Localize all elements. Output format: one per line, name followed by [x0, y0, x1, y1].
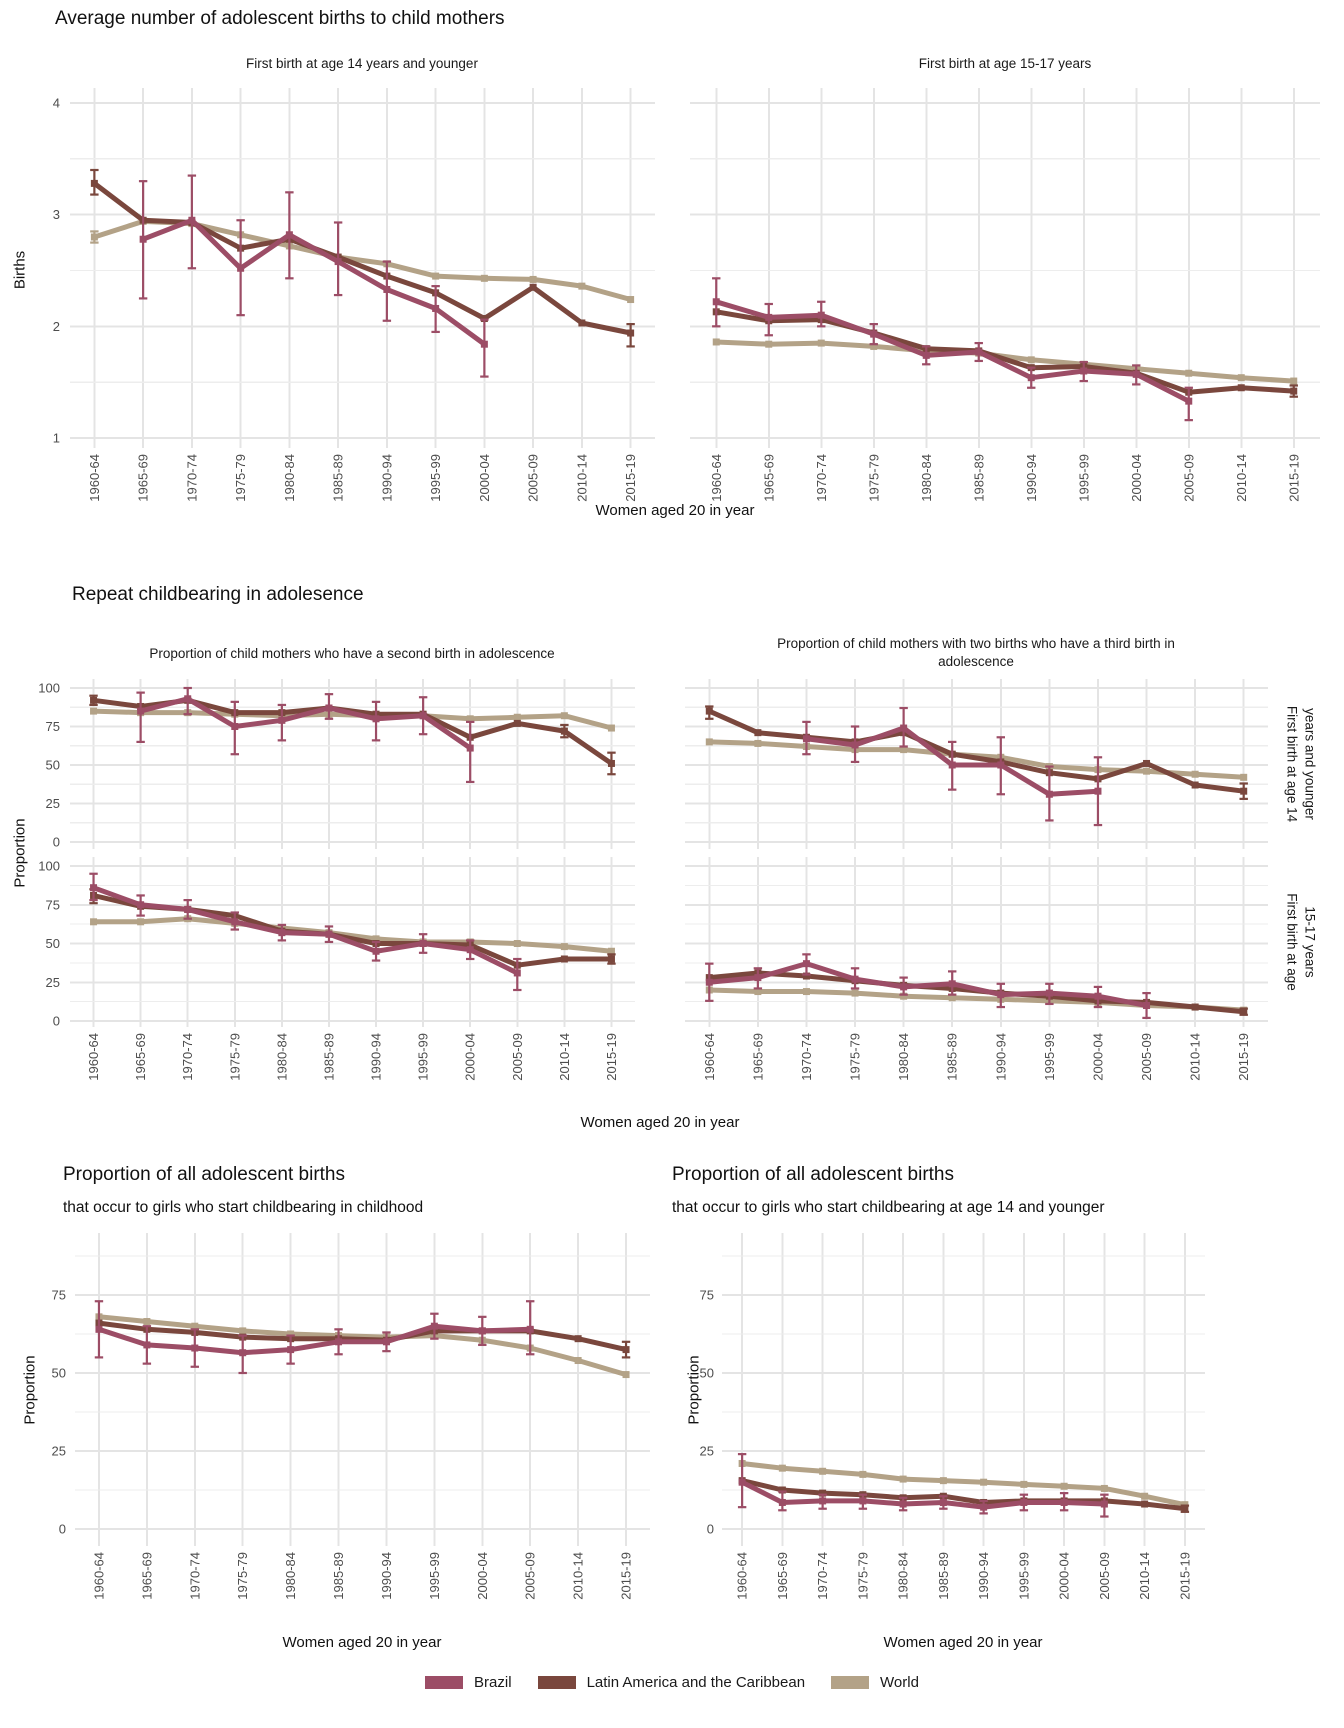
- x-tick-label: 1995-99: [1076, 454, 1092, 502]
- data-point: [1238, 384, 1245, 391]
- data-point: [940, 1499, 947, 1506]
- data-point: [90, 697, 97, 704]
- data-point: [1101, 1485, 1108, 1492]
- legend-label-world: World: [880, 1674, 919, 1691]
- data-point: [1181, 1505, 1188, 1512]
- data-point: [137, 708, 144, 715]
- data-point: [467, 946, 474, 953]
- x-tick-label: 1970-74: [813, 454, 829, 502]
- x-tick-label: 1970-74: [180, 1033, 196, 1081]
- x-tick-label: 2010-14: [1233, 454, 1249, 502]
- data-point: [852, 990, 859, 997]
- x-tick-label: 1985-89: [321, 1033, 337, 1081]
- data-point: [373, 715, 380, 722]
- y-tick-label: 4: [52, 95, 60, 111]
- data-point: [779, 1499, 786, 1506]
- x-tick-label: 1980-84: [283, 1552, 299, 1600]
- data-point: [481, 275, 488, 282]
- y-tick-label: 2: [52, 318, 60, 334]
- x-tick-label: 1965-69: [139, 1552, 155, 1600]
- brazil-swatch-icon: [425, 1676, 463, 1689]
- x-tick-label: 1995-99: [415, 1033, 431, 1081]
- chart-births-first-15-17: [690, 88, 1320, 502]
- facet-strip-line: First birth at age 14: [1284, 705, 1300, 823]
- data-point: [1094, 788, 1101, 795]
- x-tick-label: 1960-64: [86, 454, 102, 502]
- x-tick-label: 1980-84: [281, 454, 297, 502]
- facet-strip-line: First birth at age: [1284, 893, 1300, 991]
- data-point: [1133, 371, 1140, 378]
- x-tick-label: 2015-19: [623, 454, 639, 502]
- x-tick-label: 1985-89: [944, 1033, 960, 1081]
- data-point: [1240, 774, 1247, 781]
- data-point: [1101, 1501, 1108, 1508]
- data-point: [949, 980, 956, 987]
- y-tick-label: 50: [45, 757, 60, 773]
- x-tick-label: 2015-19: [1177, 1552, 1193, 1600]
- y-axis-title-proportion-mid: Proportion: [11, 818, 29, 888]
- chart-second-birth-first-15-17: [38, 857, 635, 1081]
- x-tick-label: 2005-09: [522, 1552, 538, 1600]
- bottom-left-title: Proportion of all adolescent births: [63, 1164, 345, 1185]
- data-point: [335, 1338, 342, 1345]
- y-tick-label: 50: [45, 936, 60, 951]
- x-tick-label: 1995-99: [428, 454, 444, 502]
- data-point: [765, 341, 772, 348]
- x-tick-label: 1990-94: [368, 1033, 384, 1081]
- x-tick-label: 1980-84: [895, 1552, 911, 1600]
- x-tick-label: 2000-04: [1128, 454, 1144, 502]
- y-tick-label: 100: [38, 858, 60, 874]
- data-point: [432, 273, 439, 280]
- x-tick-label: 1980-84: [274, 1033, 290, 1081]
- x-tick-label: 1965-69: [774, 1552, 790, 1600]
- x-axis-title-bl: Women aged 20 in year: [282, 1634, 442, 1651]
- x-tick-label: 1985-89: [331, 1552, 347, 1600]
- data-point: [286, 231, 293, 238]
- series-line-brazil: [141, 699, 471, 748]
- data-point: [188, 217, 195, 224]
- x-tick-label: 2010-14: [570, 1552, 586, 1600]
- error-bar: [466, 722, 474, 782]
- data-point: [859, 1497, 866, 1504]
- data-point: [1141, 1501, 1148, 1508]
- data-point: [420, 712, 427, 719]
- data-point: [561, 728, 568, 735]
- x-tick-label: 2010-14: [1137, 1552, 1153, 1600]
- data-point: [803, 988, 810, 995]
- data-point: [623, 1346, 630, 1353]
- data-point: [1192, 782, 1199, 789]
- data-point: [1185, 398, 1192, 405]
- data-point: [140, 236, 147, 243]
- data-point: [859, 1471, 866, 1478]
- x-tick-label: 1990-94: [379, 454, 395, 502]
- data-point: [803, 735, 810, 742]
- data-point: [1046, 990, 1053, 997]
- data-point: [1061, 1483, 1068, 1490]
- facet-title-third-birth-line2: adolescence: [938, 654, 1014, 669]
- y-tick-label: 25: [45, 796, 60, 811]
- data-point: [335, 258, 342, 265]
- data-point: [239, 1327, 246, 1334]
- data-point: [706, 738, 713, 745]
- data-point: [383, 286, 390, 293]
- data-point: [819, 1497, 826, 1504]
- x-tick-label: 1985-89: [971, 454, 987, 502]
- data-point: [713, 298, 720, 305]
- y-axis-title-proportion-bl: Proportion: [21, 1355, 39, 1425]
- x-tick-label: 1985-89: [330, 454, 346, 502]
- section1-title: Average number of adolescent births to child mothers: [55, 8, 505, 29]
- facet-title-third-birth-line1: Proportion of child mothers with two births who have a third birth in: [777, 636, 1175, 651]
- data-point: [1141, 1493, 1148, 1500]
- data-point: [608, 956, 615, 963]
- x-tick-label: 1995-99: [1016, 1552, 1032, 1600]
- x-tick-label: 1985-89: [935, 1552, 951, 1600]
- data-point: [980, 1504, 987, 1511]
- error-bar: [480, 320, 488, 377]
- x-tick-label: 2005-09: [1181, 454, 1197, 502]
- y-tick-label: 100: [38, 680, 60, 696]
- data-point: [900, 1476, 907, 1483]
- x-tick-label: 1965-69: [750, 1033, 766, 1081]
- data-point: [479, 1327, 486, 1334]
- y-tick-label: 1: [52, 430, 60, 446]
- data-point: [1240, 1008, 1247, 1015]
- y-tick-label: 25: [45, 974, 60, 990]
- legend-label-brazil: Brazil: [474, 1674, 512, 1691]
- data-point: [325, 931, 332, 938]
- data-point: [184, 906, 191, 913]
- data-point: [1020, 1499, 1027, 1506]
- x-tick-label: 1960-64: [708, 454, 724, 502]
- data-point: [765, 314, 772, 321]
- data-point: [1290, 378, 1297, 385]
- data-point: [754, 974, 761, 981]
- data-point: [467, 745, 474, 752]
- data-point: [779, 1465, 786, 1472]
- data-point: [431, 1323, 438, 1330]
- data-point: [91, 234, 98, 241]
- panel-title-age1517: First birth at age 15-17 years: [918, 56, 1092, 71]
- y-tick-label: 75: [51, 1287, 66, 1303]
- legend: [0, 1674, 1344, 1691]
- data-point: [90, 884, 97, 891]
- data-point: [739, 1479, 746, 1486]
- data-point: [530, 276, 537, 283]
- x-axis-title-br: Women aged 20 in year: [883, 1634, 1043, 1651]
- data-point: [575, 1335, 582, 1342]
- y-tick-label: 0: [52, 834, 60, 850]
- data-point: [1061, 1499, 1068, 1506]
- x-tick-label: 1980-84: [896, 1033, 912, 1081]
- data-point: [432, 305, 439, 312]
- data-point: [95, 1326, 102, 1333]
- data-point: [514, 714, 521, 721]
- data-point: [561, 943, 568, 950]
- error-bar: [136, 693, 144, 742]
- data-point: [754, 740, 761, 747]
- data-point: [608, 760, 615, 767]
- chart-births-first-14-younger: [53, 88, 655, 502]
- x-tick-label: 1990-94: [993, 1033, 1009, 1081]
- x-tick-label: 2000-04: [462, 1033, 478, 1081]
- data-point: [949, 762, 956, 769]
- data-point: [1143, 768, 1150, 775]
- data-point: [1290, 388, 1297, 395]
- data-point: [231, 723, 238, 730]
- data-point: [373, 948, 380, 955]
- data-point: [481, 341, 488, 348]
- x-tick-label: 2000-04: [476, 454, 492, 502]
- data-point: [90, 918, 97, 925]
- x-tick-label: 2005-09: [1139, 1033, 1155, 1081]
- data-point: [900, 983, 907, 990]
- data-point: [623, 1371, 630, 1378]
- data-point: [819, 1468, 826, 1475]
- data-point: [852, 741, 859, 748]
- lac-swatch-icon: [538, 1676, 576, 1689]
- data-point: [900, 1501, 907, 1508]
- series-line-world: [94, 221, 630, 299]
- data-point: [1238, 374, 1245, 381]
- data-point: [90, 708, 97, 715]
- bottom-left-subtitle: that occur to girls who start childbearing in childhood: [63, 1199, 424, 1216]
- chart-all-births-age14-starters: [700, 1233, 1205, 1600]
- chart-third-birth-first-14-younger: [685, 679, 1268, 849]
- y-tick-label: 50: [51, 1365, 66, 1381]
- data-point: [706, 979, 713, 986]
- x-tick-label: 2015-19: [1286, 454, 1302, 502]
- data-point: [137, 918, 144, 925]
- chart-third-birth-first-15-17: [685, 857, 1268, 1081]
- legend-label-lac: Latin America and the Caribbean: [586, 1674, 806, 1691]
- data-point: [239, 1349, 246, 1356]
- y-axis-title-births: Births: [11, 250, 29, 290]
- x-tick-label: 1975-79: [235, 1552, 251, 1600]
- facet-strip: [1285, 893, 1318, 991]
- data-point: [1046, 791, 1053, 798]
- x-tick-label: 2005-09: [525, 454, 541, 502]
- facet-title-second-birth: Proportion of child mothers who have a second birth in adolescence: [149, 646, 555, 661]
- x-tick-label: 1970-74: [815, 1552, 831, 1600]
- section2-title: Repeat childbearing in adolesence: [72, 584, 364, 605]
- data-point: [278, 717, 285, 724]
- data-point: [530, 284, 537, 291]
- series-line-latin-america-and-the-caribbean: [716, 312, 1294, 392]
- data-point: [91, 180, 98, 187]
- bottom-right-subtitle: that occur to girls who start childbearing at age 14 and younger: [672, 1199, 1105, 1216]
- x-tick-label: 1960-64: [701, 1033, 717, 1081]
- data-point: [184, 695, 191, 702]
- data-point: [1143, 1002, 1150, 1009]
- data-point: [1240, 788, 1247, 795]
- data-point: [1192, 771, 1199, 778]
- data-point: [900, 725, 907, 732]
- x-tick-label: 1975-79: [847, 1033, 863, 1081]
- data-point: [923, 352, 930, 359]
- legend-item-world: [831, 1674, 919, 1691]
- data-point: [514, 969, 521, 976]
- x-tick-label: 2005-09: [509, 1033, 525, 1081]
- x-tick-label: 2005-09: [1096, 1552, 1112, 1600]
- data-point: [852, 976, 859, 983]
- data-point: [997, 762, 1004, 769]
- data-point: [997, 991, 1004, 998]
- legend-item-brazil: [425, 1674, 512, 1691]
- data-point: [514, 720, 521, 727]
- series-line-latin-america-and-the-caribbean: [94, 700, 612, 763]
- x-tick-label: 1970-74: [184, 454, 200, 502]
- y-axis-title-proportion-br: Proportion: [685, 1355, 703, 1425]
- data-point: [527, 1326, 534, 1333]
- legend-item-lac: [538, 1674, 805, 1691]
- data-point: [575, 1357, 582, 1364]
- data-point: [1192, 1004, 1199, 1011]
- x-tick-label: 2010-14: [1187, 1033, 1203, 1081]
- x-tick-label: 1995-99: [1041, 1033, 1057, 1081]
- data-point: [514, 940, 521, 947]
- panel-title-age14: First birth at age 14 years and younger: [246, 56, 478, 71]
- data-point: [278, 929, 285, 936]
- data-point: [940, 1477, 947, 1484]
- x-tick-label: 1960-64: [86, 1033, 102, 1081]
- data-point: [231, 918, 238, 925]
- data-point: [627, 330, 634, 337]
- data-point: [237, 265, 244, 272]
- bottom-right-title: Proportion of all adolescent births: [672, 1164, 954, 1185]
- data-point: [803, 960, 810, 967]
- data-point: [1028, 374, 1035, 381]
- world-swatch-icon: [831, 1676, 869, 1689]
- facet-strip-line: years and younger: [1302, 708, 1318, 820]
- x-tick-label: 2015-19: [618, 1552, 634, 1600]
- x-tick-label: 1990-94: [976, 1552, 992, 1600]
- data-point: [754, 729, 761, 736]
- data-point: [1020, 1481, 1027, 1488]
- x-tick-label: 2000-04: [1056, 1552, 1072, 1600]
- data-point: [1028, 356, 1035, 363]
- data-point: [627, 296, 634, 303]
- x-tick-label: 2010-14: [556, 1033, 572, 1081]
- data-point: [1185, 370, 1192, 377]
- data-point: [287, 1346, 294, 1353]
- data-point: [561, 712, 568, 719]
- y-tick-label: 3: [52, 207, 60, 223]
- data-point: [975, 349, 982, 356]
- data-point: [706, 708, 713, 715]
- series-line-latin-america-and-the-caribbean: [709, 711, 1243, 791]
- x-tick-label: 1980-84: [918, 454, 934, 502]
- y-tick-label: 25: [699, 1443, 714, 1459]
- y-tick-label: 0: [706, 1521, 714, 1537]
- chart-all-births-childhood-starters: [52, 1233, 650, 1600]
- data-point: [818, 312, 825, 319]
- data-point: [608, 725, 615, 732]
- chart-second-birth-first-14-younger: [38, 679, 635, 850]
- data-point: [1080, 368, 1087, 375]
- facet-strip-line: 15-17 years: [1302, 906, 1318, 978]
- x-tick-label: 1965-69: [133, 1033, 149, 1081]
- x-tick-label: 1960-64: [91, 1552, 107, 1600]
- data-point: [818, 340, 825, 347]
- data-point: [578, 283, 585, 290]
- x-tick-label: 1975-79: [866, 454, 882, 502]
- x-tick-label: 2015-19: [603, 1033, 619, 1081]
- x-tick-label: 2000-04: [474, 1552, 490, 1600]
- data-point: [420, 940, 427, 947]
- x-tick-label: 1965-69: [135, 454, 151, 502]
- x-tick-label: 1975-79: [233, 454, 249, 502]
- x-tick-label: 2015-19: [1236, 1033, 1252, 1081]
- x-axis-title-mid: Women aged 20 in year: [580, 1114, 740, 1131]
- data-point: [383, 1338, 390, 1345]
- x-tick-label: 1965-69: [761, 454, 777, 502]
- x-tick-label: 1995-99: [426, 1552, 442, 1600]
- data-point: [1143, 760, 1150, 767]
- facet-strip: [1285, 706, 1318, 823]
- data-point: [1094, 993, 1101, 1000]
- y-tick-label: 75: [45, 719, 60, 734]
- x-axis-title-top: Women aged 20 in year: [595, 502, 755, 519]
- x-tick-label: 1970-74: [187, 1552, 203, 1600]
- data-point: [713, 338, 720, 345]
- x-tick-label: 2000-04: [1090, 1033, 1106, 1081]
- data-point: [143, 1318, 150, 1325]
- x-tick-label: 1970-74: [798, 1033, 814, 1081]
- y-tick-label: 25: [51, 1443, 66, 1459]
- data-point: [137, 901, 144, 908]
- y-tick-label: 0: [52, 1013, 60, 1029]
- y-tick-label: 75: [45, 897, 60, 913]
- data-point: [980, 1479, 987, 1486]
- x-tick-label: 1990-94: [1023, 454, 1039, 502]
- x-tick-label: 2010-14: [574, 454, 590, 502]
- data-point: [143, 1341, 150, 1348]
- x-tick-label: 1975-79: [227, 1033, 243, 1081]
- data-point: [578, 319, 585, 326]
- x-tick-label: 1990-94: [378, 1552, 394, 1600]
- data-point: [561, 956, 568, 963]
- y-tick-label: 50: [699, 1365, 714, 1381]
- x-tick-label: 1960-64: [734, 1552, 750, 1600]
- series-line-brazil: [716, 302, 1189, 401]
- y-tick-label: 0: [58, 1521, 66, 1537]
- data-point: [325, 705, 332, 712]
- y-tick-label: 75: [699, 1287, 714, 1303]
- x-tick-label: 1975-79: [855, 1552, 871, 1600]
- data-point: [870, 331, 877, 338]
- data-point: [191, 1345, 198, 1352]
